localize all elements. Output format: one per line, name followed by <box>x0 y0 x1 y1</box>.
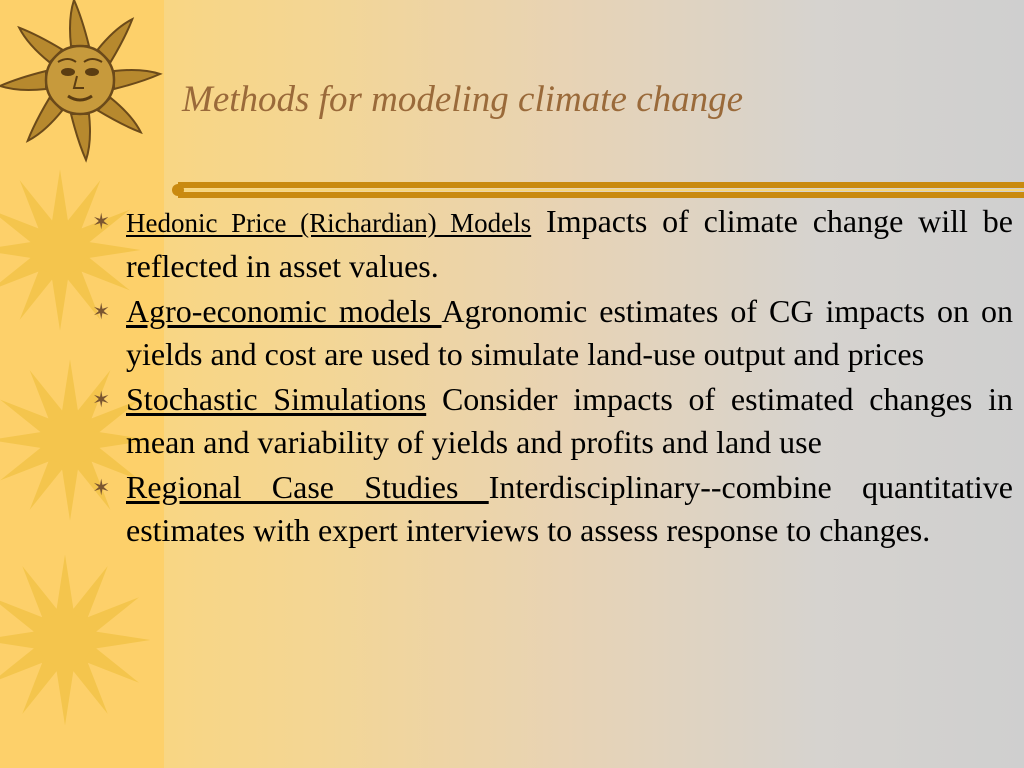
star-bullet-icon: ✶ <box>92 475 111 500</box>
bullet-item-agro-economic <box>92 290 1014 376</box>
star-bullet-icon: ✶ <box>92 387 111 412</box>
bullet-list <box>92 200 1014 554</box>
sun-motif-icon <box>0 169 141 331</box>
bullet-term: Hedonic Price (Richardian) Models <box>126 208 532 238</box>
sun-face-logo-icon <box>0 0 160 160</box>
bullet-item-regional <box>92 466 1014 552</box>
bullet-term: Regional Case Studies <box>126 469 489 505</box>
sun-motif-icon <box>0 555 151 726</box>
bullet-text: Interdisciplinary--combine quantitative estimates with expert interviews to assess response to changes. <box>126 469 1014 548</box>
bullet-item-hedonic <box>92 200 1013 288</box>
bullet-text: Agronomic estimates of CG impacts on on yields and cost are used to simulate land-use output and prices <box>126 293 1014 372</box>
bullet-term: Agro-economic models <box>126 293 442 329</box>
title-divider <box>172 182 1024 198</box>
bullet-text: Impacts of climate change will be reflected in asset values. <box>126 203 1013 284</box>
star-bullet-icon: ✶ <box>92 299 111 324</box>
bullet-text: Consider impacts of estimated changes in mean and variability of yields and profits and land use <box>126 381 1013 460</box>
bullet-term: Stochastic Simulations <box>126 381 427 417</box>
bullet-item-stochastic <box>92 378 1013 464</box>
slide-title: Methods for modeling climate change <box>182 79 744 120</box>
star-bullet-icon: ✶ <box>92 209 111 234</box>
